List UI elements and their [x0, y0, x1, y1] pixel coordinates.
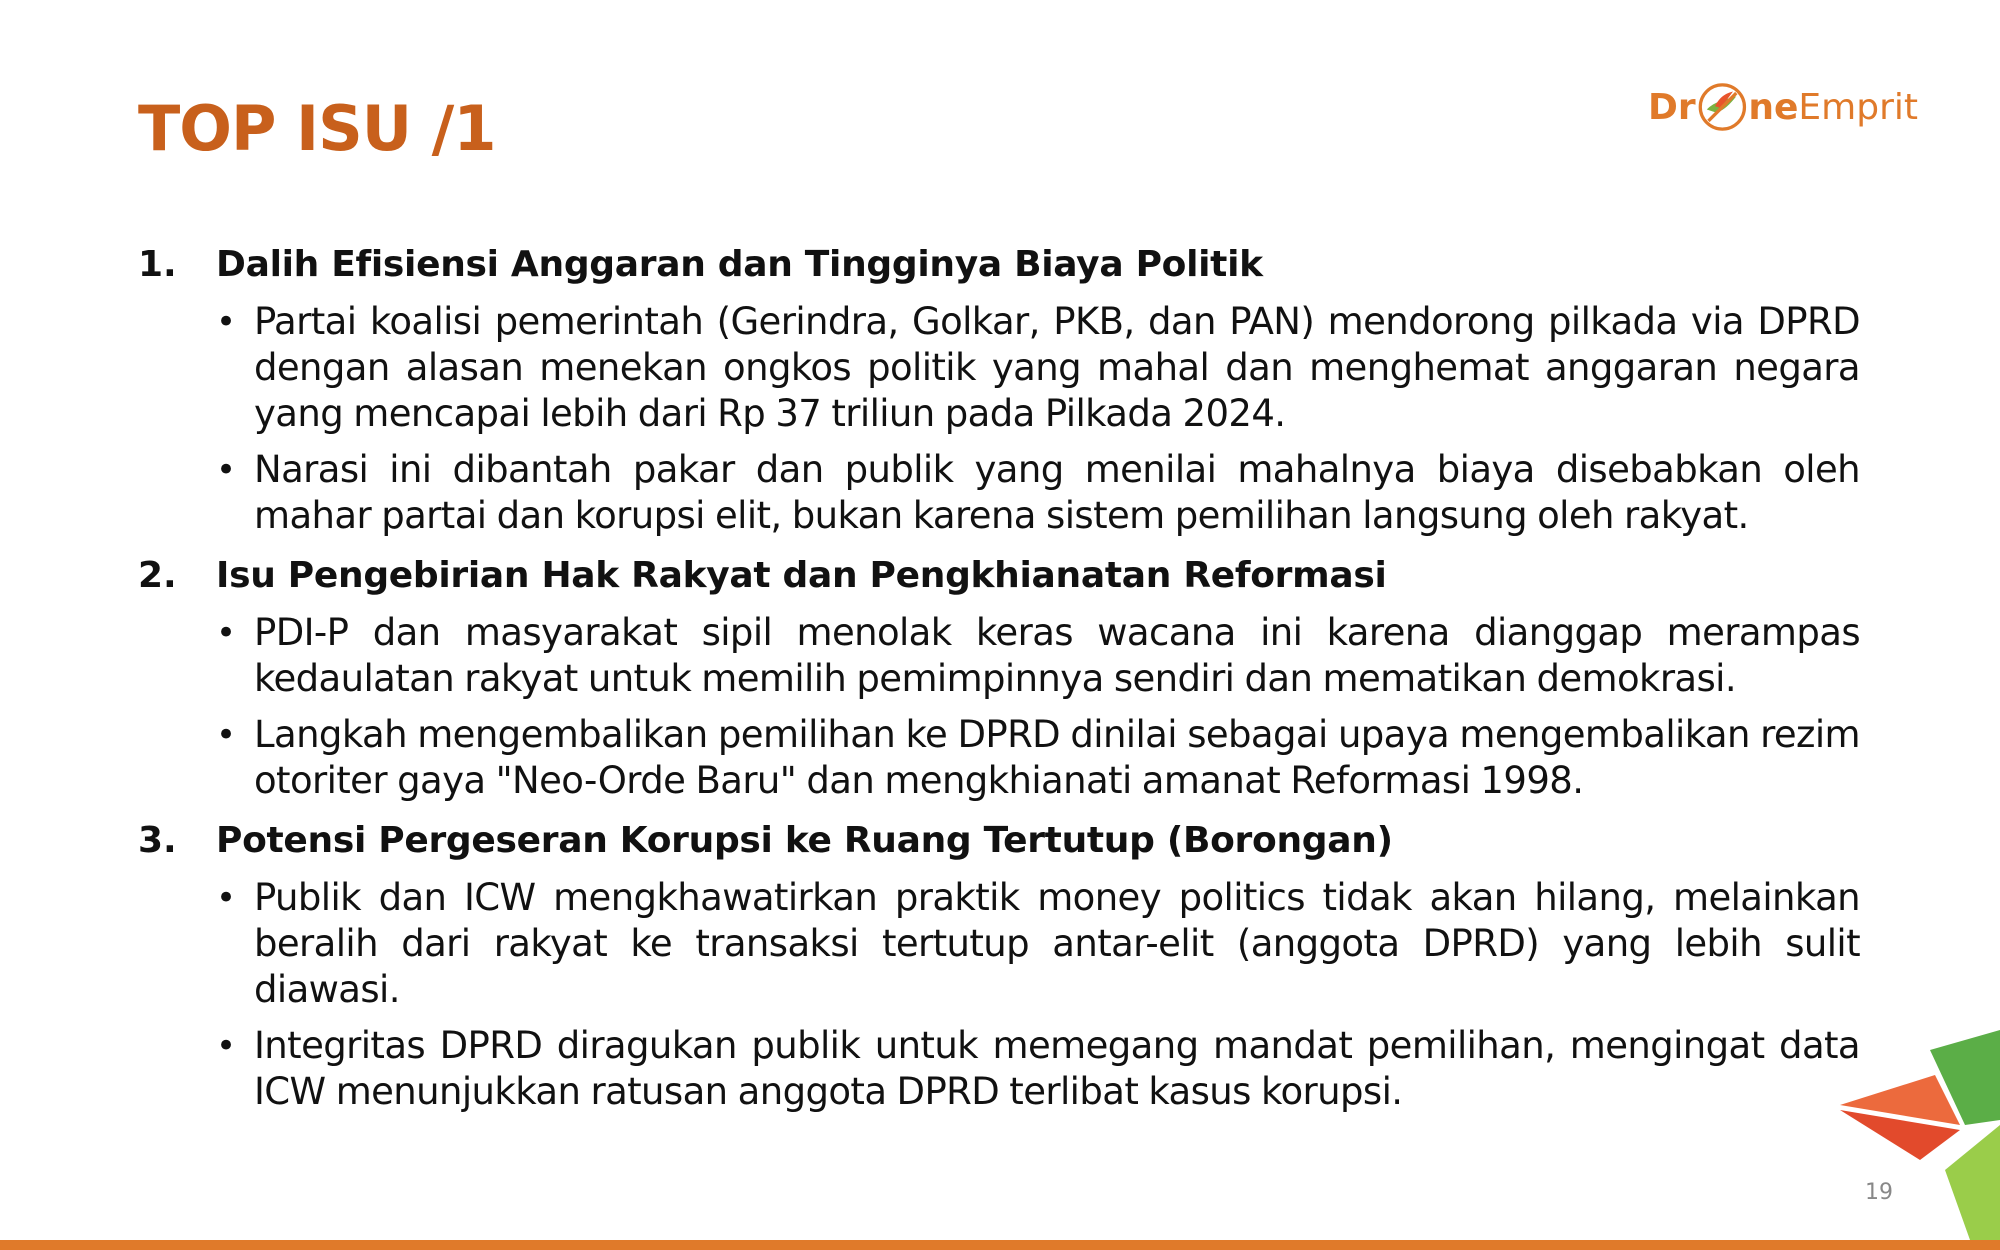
bullet-text: Langkah mengembalikan pemilihan ke DPRD dinilai sebagai upaya mengembalikan rezim otoriter gaya "Neo-Orde Baru" dan mengkhianati amanat Reformasi 1998. — [254, 713, 1860, 802]
bullet-item — [216, 299, 1860, 437]
issue-heading — [138, 244, 1860, 299]
issue-item — [138, 244, 1860, 539]
bullet-item — [216, 447, 1860, 539]
bullet-text: Partai koalisi pemerintah (Gerindra, Golkar, PKB, dan PAN) mendorong pilkada via DPRD dengan alasan menekan ongkos politik yang mahal dan menghemat anggaran negara yang mencapai lebih dari Rp 37 triliun pada Pilkada 2024. — [254, 300, 1860, 435]
bullet-list — [138, 610, 1860, 804]
issue-item — [138, 555, 1860, 804]
issue-heading — [138, 555, 1860, 610]
issue-title: Isu Pengebirian Hak Rakyat dan Pengkhianatan Reformasi — [216, 555, 1387, 596]
bullet-item — [216, 610, 1860, 702]
bullet-item — [216, 712, 1860, 804]
issue-item — [138, 820, 1860, 1115]
drone-bird-icon — [1697, 76, 1748, 138]
page-number: 19 — [1865, 1180, 1893, 1205]
bullet-text: Narasi ini dibantah pakar dan publik yang menilai mahalnya biaya disebabkan oleh mahar partai dan korupsi elit, bukan karena sistem pemilihan langsung oleh rakyat. — [254, 448, 1860, 537]
leaf-decoration-icon — [1820, 1030, 2000, 1240]
bullet-item — [216, 1023, 1860, 1115]
issue-title: Potensi Pergeseran Korupsi ke Ruang Tertutup (Borongan) — [216, 820, 1393, 861]
footer-bar — [0, 1240, 2000, 1250]
bullet-dot-icon: • — [216, 302, 236, 342]
bullet-dot-icon: • — [216, 878, 236, 918]
bullet-text: Integritas DPRD diragukan publik untuk memegang mandat pemilihan, mengingat data ICW menunjukkan ratusan anggota DPRD terlibat kasus korupsi. — [254, 1024, 1860, 1113]
bullet-list — [138, 875, 1860, 1115]
issue-number: 2. — [138, 555, 177, 596]
issue-number: 3. — [138, 820, 177, 861]
issue-number: 1. — [138, 244, 177, 285]
drone-emprit-logo — [1648, 72, 1918, 142]
bullet-dot-icon: • — [216, 1026, 236, 1066]
bullet-text: Publik dan ICW mengkhawatirkan praktik money politics tidak akan hilang, melainkan beralih dari rakyat ke transaksi tertutup antar-elit (anggota DPRD) yang lebih sulit diawasi. — [254, 876, 1860, 1011]
page-title: TOP ISU /1 — [138, 92, 496, 165]
logo-text-dr: Dr — [1648, 86, 1696, 128]
issue-heading — [138, 820, 1860, 875]
bullet-dot-icon: • — [216, 715, 236, 755]
logo-text-emprit: Emprit — [1798, 86, 1918, 128]
issue-list — [138, 244, 1860, 1131]
bullet-text: PDI-P dan masyarakat sipil menolak keras wacana ini karena dianggap merampas kedaulatan rakyat untuk memilih pemimpinnya sendiri dan mematikan demokrasi. — [254, 611, 1860, 700]
bullet-item — [216, 875, 1860, 1013]
bullet-dot-icon: • — [216, 613, 236, 653]
logo-text-ne: ne — [1748, 86, 1799, 128]
bullet-dot-icon: • — [216, 450, 236, 490]
bullet-list — [138, 299, 1860, 539]
issue-title: Dalih Efisiensi Anggaran dan Tingginya Biaya Politik — [216, 244, 1263, 285]
